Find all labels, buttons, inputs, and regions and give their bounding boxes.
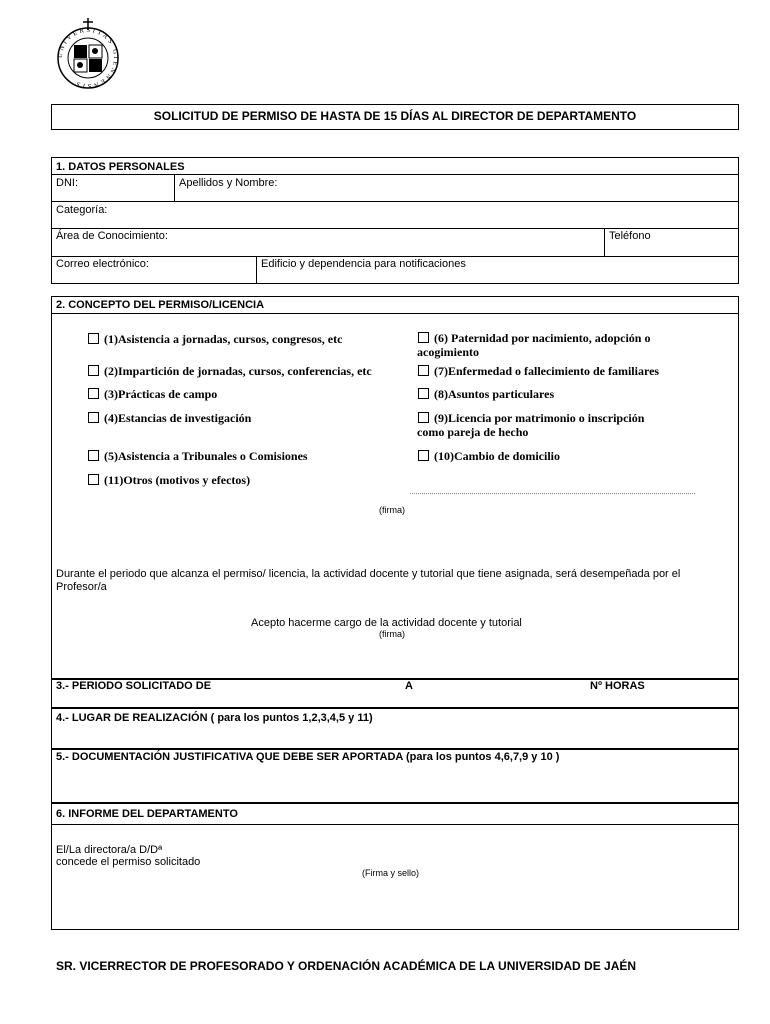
option-6-label-line2: acogimiento bbox=[417, 345, 479, 359]
dni-label: DNI: bbox=[56, 177, 78, 189]
option-2-label: (2)Impartición de jornadas, cursos, conferencias, etc bbox=[104, 364, 372, 378]
option-1-label: (1)Asistencia a jornadas, cursos, congresos, etc bbox=[104, 332, 343, 346]
checkbox-option-6[interactable] bbox=[418, 332, 429, 343]
option-10-label: (10)Cambio de domicilio bbox=[434, 449, 560, 463]
checkbox-option-9[interactable] bbox=[418, 412, 429, 423]
telefono-label: Teléfono bbox=[609, 230, 651, 242]
logo-ring-text: UNIVERSITAS GIENNENSIS bbox=[56, 26, 120, 90]
apellidos-label: Apellidos y Nombre: bbox=[179, 177, 278, 189]
checkbox-option-1[interactable] bbox=[88, 333, 99, 344]
firma-caption-2: (firma) bbox=[379, 629, 405, 639]
checkbox-option-2[interactable] bbox=[88, 365, 99, 376]
footer-recipient: SR. VICERRECTOR DE PROFESORADO Y ORDENACIÓN ACADÉMICA DE LA UNIVERSIDAD DE JAÉN bbox=[56, 959, 637, 973]
correo-label: Correo electrónico: bbox=[56, 258, 149, 270]
option-3-label: (3)Prácticas de campo bbox=[104, 387, 218, 401]
section1-heading: 1. DATOS PERSONALES bbox=[56, 161, 185, 173]
checkbox-option-10[interactable] bbox=[418, 450, 429, 461]
firma-sello-caption: (Firma y sello) bbox=[362, 868, 420, 878]
section5-heading: 5.- DOCUMENTACIÓN JUSTIFICATIVA QUE DEBE SER APORTADA (para los puntos 4,6,7,9 y 10 ) bbox=[56, 751, 560, 763]
checkbox-option-3[interactable] bbox=[88, 388, 99, 399]
option-6-label-line1: (6) Paternidad por nacimiento, adopción o bbox=[434, 331, 651, 345]
checkbox-option-4[interactable] bbox=[88, 412, 99, 423]
categoria-label: Categoría: bbox=[56, 204, 108, 216]
edificio-label: Edificio y dependencia para notificaciones bbox=[261, 258, 466, 270]
durante-text-line2: Profesor/a bbox=[56, 581, 107, 593]
option-9-label-line2: como pareja de hecho bbox=[417, 425, 529, 439]
section4-heading: 4.- LUGAR DE REALIZACIÓN ( para los puntos 1,2,3,4,5 y 11) bbox=[56, 712, 373, 724]
document-title: SOLICITUD DE PERMISO DE HASTA DE 15 DÍAS AL DIRECTOR DE DEPARTAMENTO bbox=[153, 109, 637, 123]
option-8-label: (8)Asuntos particulares bbox=[434, 387, 555, 401]
section6-line1: El/La directora/a D/Dª bbox=[56, 844, 163, 856]
svg-text:UNIVERSITAS GIENNENSIS bbox=[57, 27, 119, 89]
firma-caption-1: (firma) bbox=[379, 505, 405, 515]
durante-text-line1: Durante el periodo que alcanza el permiso/ licencia, la actividad docente y tutorial que tiene asignada, será desempeñada por el bbox=[56, 568, 681, 580]
checkbox-option-5[interactable] bbox=[88, 450, 99, 461]
acepto-text: Acepto hacerme cargo de la actividad docente y tutorial bbox=[251, 617, 522, 629]
signature-line bbox=[410, 493, 695, 494]
section3-horas-label: Nº HORAS bbox=[590, 680, 645, 692]
option-11-label: (11)Otros (motivos y efectos) bbox=[104, 473, 251, 487]
section2-heading: 2. CONCEPTO DEL PERMISO/LICENCIA bbox=[56, 299, 265, 311]
option-4-label: (4)Estancias de investigación bbox=[104, 411, 252, 425]
option-9-label-line1: (9)Licencia por matrimonio o inscripción bbox=[434, 411, 645, 425]
university-seal-logo bbox=[50, 18, 130, 90]
section3-heading: 3.- PERIODO SOLICITADO DE bbox=[56, 680, 212, 692]
checkbox-option-11[interactable] bbox=[88, 474, 99, 485]
section3-a-label: A bbox=[405, 680, 413, 692]
section6-heading: 6. INFORME DEL DEPARTAMENTO bbox=[56, 808, 238, 820]
checkbox-option-8[interactable] bbox=[418, 388, 429, 399]
checkbox-option-7[interactable] bbox=[418, 365, 429, 376]
area-label: Área de Conocimiento: bbox=[56, 230, 168, 242]
option-7-label: (7)Enfermedad o fallecimiento de familiares bbox=[434, 364, 660, 378]
option-5-label: (5)Asistencia a Tribunales o Comisiones bbox=[104, 449, 308, 463]
section6-line2: concede el permiso solicitado bbox=[56, 856, 201, 868]
